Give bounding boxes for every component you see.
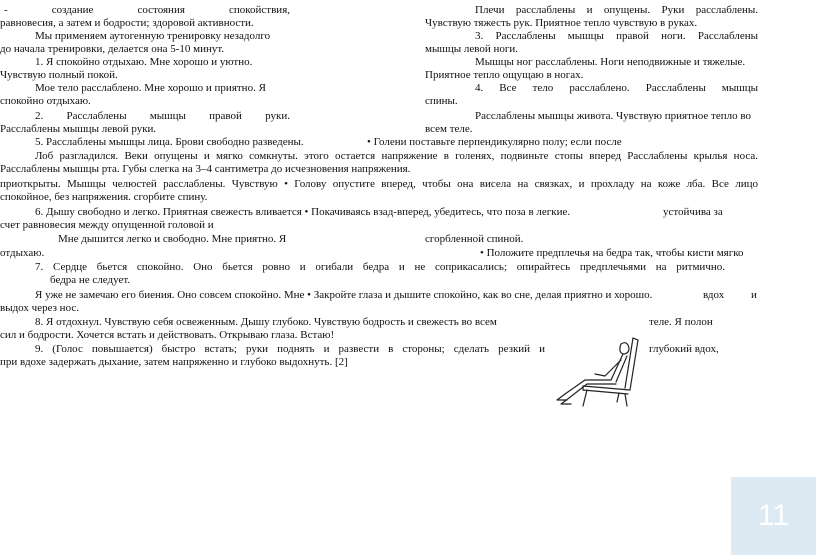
text-line: 7. Сердце бьется спокойно. Оно бьется ровно и огибали бедра и не соприкасались; опирайтесь предплечьями на ритмично.: [35, 261, 725, 273]
text-line: Приятное тепло ощущаю в ногах.: [425, 69, 584, 81]
text-line: 4. Все тело расслаблено. Расслаблены мышцы: [475, 82, 758, 94]
slide-number-badge: [731, 477, 816, 555]
text-line: Мое тело расслаблено. Мне хорошо и приятно. Я: [35, 82, 266, 94]
text-line: устойчива за: [663, 206, 723, 218]
text-line: приоткрыты. Мышцы челюстей расслаблены. Чувствую • Голову опустите вперед, чтобы она висела на связках, и прохладу на коже лба. Все лицо: [0, 178, 758, 190]
text-line: и: [751, 289, 757, 301]
text-line: Расслаблены мышцы рта. Губы слегка на 3–4 сантиметра до исчезновения напряжения.: [0, 163, 411, 175]
text-line: равновесия, а затем и бодрости; здоровой активности.: [0, 17, 254, 29]
seated-relaxation-pose-illustration: [553, 336, 641, 408]
text-line: Мы применяем аутогенную тренировку незадолго: [35, 30, 271, 42]
text-line: до начала тренировки, делается она 5-10 минут.: [0, 43, 225, 55]
text-line: вдох: [703, 289, 725, 301]
text-line: 5. Расслаблены мышцы лица. Брови свободно разведены.: [35, 136, 304, 148]
text-line: при вдохе задержать дыхание, затем напряженно и глубоко выдохнуть. [2]: [0, 356, 348, 368]
text-line: Расслаблены мышцы живота. Чувствую приятное тепло во: [475, 110, 751, 122]
text-line: 3. Расслаблены мышцы правой ноги. Расслаблены: [475, 30, 758, 42]
text-line: выдох через нос.: [0, 302, 79, 314]
text-line: счет равновесия между опущенной головой и: [0, 219, 214, 231]
text-line: спины.: [425, 95, 458, 107]
text-line: • Положите предплечья на бедра так, чтобы кисти мягко: [480, 247, 744, 259]
text-line: теле. Я полон: [649, 316, 713, 328]
text-line: Чувствую тяжесть рук. Приятное тепло чувствую в руках.: [425, 17, 698, 29]
text-line: бедра не следует.: [50, 274, 131, 286]
text-line: мышцы левой ноги.: [425, 43, 519, 55]
text-line: 1. Я спокойно отдыхаю. Мне хорошо и уютно.: [35, 56, 253, 68]
text-line: - создание состояния спокойствия,: [4, 4, 290, 16]
text-line: 8. Я отдохнул. Чувствую себя освеженным. Дышу глубоко. Чувствую бодрость и свежесть во всем: [35, 316, 497, 328]
text-line: Мышцы ног расслаблены. Ноги неподвижные и тяжелые.: [475, 56, 746, 68]
text-line: 6. Дышу свободно и легко. Приятная свежесть вливается • Покачиваясь взад-вперед, убедитесь, что поза в легкие.: [35, 206, 571, 218]
text-line: сгорбленной спиной.: [425, 233, 524, 245]
text-line: отдыхаю.: [0, 247, 45, 259]
text-line: 2. Расслаблены мышцы правой руки.: [35, 110, 290, 122]
text-line: Я уже не замечаю его биения. Оно совсем спокойно. Мне • Закройте глаза и дышите спокойно, как во сне, делая приятно и хорошо.: [35, 289, 653, 301]
text-line: Плечи расслаблены и опущены. Руки расслаблены.: [475, 4, 758, 16]
text-line: 9. (Голос повышается) быстро встать; руки поднять и развести в стороны; сделать резкий и: [35, 343, 545, 355]
text-line: Лоб разгладился. Веки опущены и мягко сомкнуты. этого остается напряжение в голенях, подвиньте стопы вперед Расслаблены крылья носа.: [35, 150, 758, 162]
text-line: глубокий вдох,: [649, 343, 719, 355]
slide-number: 11: [757, 499, 790, 532]
text-line: Чувствую полный покой.: [0, 69, 118, 81]
text-line: спокойное, без напряжения. сгорбите спину.: [0, 191, 208, 203]
text-line: • Голени поставьте перпендикулярно полу; если после: [367, 136, 622, 148]
text-line: Расслаблены мышцы левой руки.: [0, 123, 157, 135]
text-line: Мне дышится легко и свободно. Мне приятно. Я: [58, 233, 287, 245]
text-line: всем теле.: [425, 123, 473, 135]
text-line: спокойно отдыхаю.: [0, 95, 91, 107]
text-line: сил и бодрости. Хочется встать и действовать. Открываю глаза. Встаю!: [0, 329, 335, 341]
